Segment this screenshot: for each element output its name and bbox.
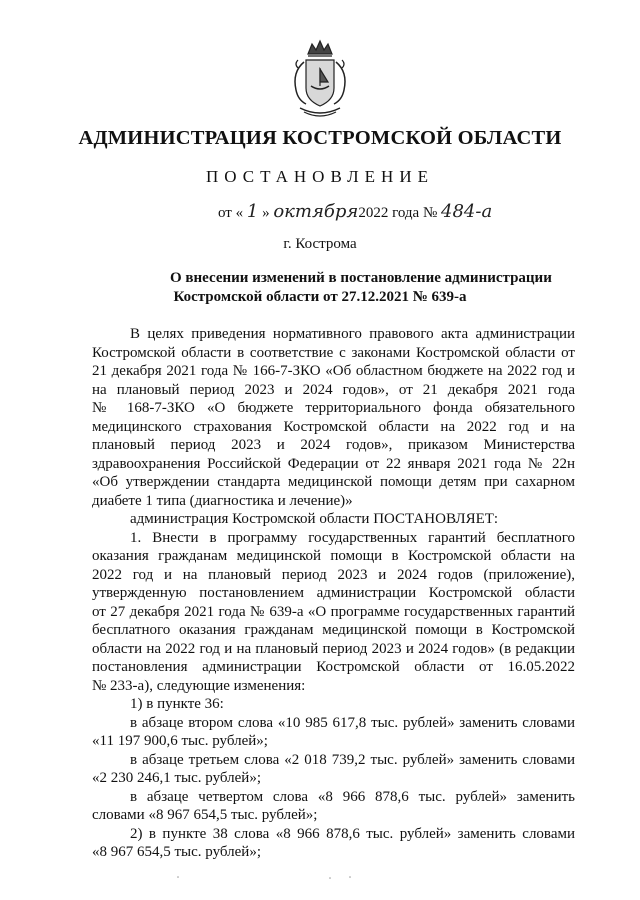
body-line: № 233-а), следующие изменения: — [92, 677, 306, 694]
document-body — [92, 325, 575, 862]
body-line: 21 декабря 2021 года № 166-7-ЗКО «Об областном бюджете на 2022 год и — [92, 363, 575, 379]
body-line: «8 967 654,5 тыс. рублей»; — [92, 844, 261, 860]
body-line: утвержденную постановлением администрации Костромской области — [92, 585, 575, 601]
body-line: плановый период 2023 и 2024 годов», приказом Министерства — [92, 437, 575, 453]
body-line: 1) в пункте 36: — [130, 696, 224, 712]
date-middle: » — [262, 205, 270, 221]
date-year-text: 2022 года № — [358, 205, 438, 221]
body-line: бесплатного оказания гражданам медицинской помощи в Костромской — [92, 622, 575, 638]
body-line: 2022 год и на плановый период 2023 и 2024 годов (приложение), — [92, 566, 575, 583]
body-line: в абзаце третьем слова «2 018 739,2 тыс. рублей» заменить словами — [130, 751, 575, 768]
body-line: 2) в пункте 38 слова «8 966 878,6 тыс. рублей» заменить словами — [130, 825, 575, 842]
body-line: медицинского страхования Костромской области на 2022 год и на — [92, 418, 575, 435]
body-line: постановления администрации Костромской области от 16.05.2022 — [92, 659, 575, 675]
organization-title: АДМИНИСТРАЦИЯ КОСТРОМСКОЙ ОБЛАСТИ — [78, 127, 562, 149]
body-line: в абзаце втором слова «10 985 617,8 тыс. рублей» заменить словами — [130, 714, 575, 731]
body-line: диабете 1 типа (диагностика и лечение)» — [92, 492, 353, 509]
date-day-handwritten: 1 — [246, 201, 259, 222]
subject-line: О внесении изменений в постановление администрации — [170, 270, 552, 286]
scan-artifact-dots — [0, 872, 640, 882]
body-line: 1. Внести в программу государственных гарантий бесплатного — [130, 529, 575, 546]
document-number-handwritten: 484-а — [441, 201, 493, 222]
document-subject — [170, 269, 552, 307]
city-name: г. Кострома — [283, 236, 357, 252]
body-line: № 168-7-ЗКО «О бюджете территориального фонда обязательного — [92, 400, 575, 416]
document-date-line — [218, 201, 492, 222]
body-line: от 27 декабря 2021 года № 639-а «О программе государственных гарантий — [92, 603, 575, 620]
body-line: «Об утверждении стандарта медицинской помощи детям при сахарном — [92, 474, 575, 490]
body-line: «11 197 900,6 тыс. рублей»; — [92, 733, 268, 749]
body-line: оказания гражданам медицинской помощи в Костромской области на — [92, 548, 575, 564]
body-line: здравоохранения Российской Федерации от 22 января 2021 года № 22н — [92, 455, 575, 472]
body-line: администрация Костромской области ПОСТАНОВЛЯЕТ: — [130, 511, 499, 527]
body-line: в абзаце четвертом слова «8 966 878,6 тыс. рублей» заменить — [130, 788, 575, 805]
date-month-handwritten: октября — [273, 201, 359, 222]
body-line: Костромской области в соответствие с законами Костромской области от — [92, 344, 575, 361]
document-type-heading: ПОСТАНОВЛЕНИЕ — [205, 167, 434, 186]
body-line: на плановый период 2023 и 2024 годов», от 21 декабря 2021 года — [92, 381, 575, 398]
date-prefix: от « — [218, 205, 244, 221]
coat-of-arms-icon — [286, 38, 354, 124]
subject-line: Костромской области от 27.12.2021 № 639-а — [173, 289, 467, 305]
body-line: В целях приведения нормативного правового акта администрации — [130, 326, 575, 342]
body-line: области на 2022 год и на плановый период 2023 и 2024 годов» (в редакции — [92, 640, 575, 657]
body-line: «2 230 246,1 тыс. рублей»; — [92, 770, 261, 786]
body-line: словами «8 967 654,5 тыс. рублей»; — [92, 807, 318, 823]
